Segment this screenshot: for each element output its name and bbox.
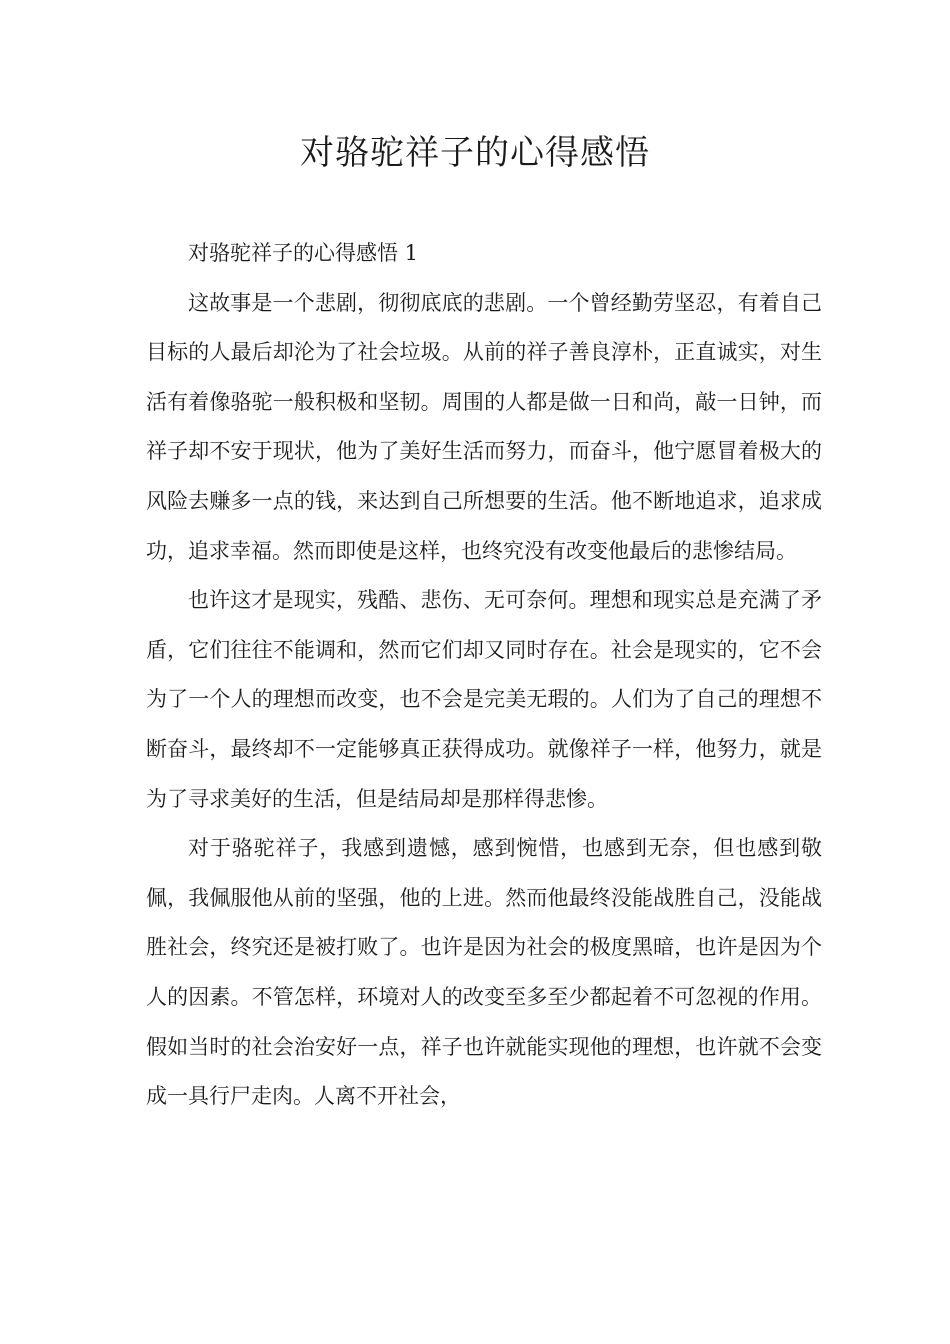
paragraph-3: 对于骆驼祥子，我感到遗憾，感到惋惜，也感到无奈，但也感到敬佩，我佩服他从前的坚强，他的上进。然而他最终没能战胜自己，没能战胜社会，终究还是被打败了。也许是因为社会的极度黑暗，也许是因为个人的因素。不管怎样，环境对人的改变至多至少都起着不可忽视的作用。假如当时的社会治安好一点，祥子也许就能实现他的理想，也许就不会变成一具行尸走肉。人离不开社会， (146, 836, 822, 1109)
section-heading: 对骆驼祥子的心得感悟 1 (188, 241, 419, 265)
document-body (146, 229, 822, 1122)
paragraph-1: 这故事是一个悲剧，彻彻底底的悲剧。一个曾经勤劳坚忍，有着自己目标的人最后却沦为了社会垃圾。从前的祥子善良淳朴，正直诚实，对生活有着像骆驼一般积极和坚韧。周围的人都是做一日和尚，敲一日钟，而祥子却不安于现状，他为了美好生活而努力，而奋斗，他宁愿冒着极大的风险去赚多一点的钱，来达到自己所想要的生活。他不断地追求，追求成功，追求幸福。然而即使是这样，也终究没有改变他最后的悲惨结局。 (146, 290, 822, 563)
document-title: 对骆驼祥子的心得感悟 (300, 133, 650, 173)
paragraph-2: 也许这才是现实，残酷、悲伤、无可奈何。理想和现实总是充满了矛盾，它们往往不能调和，然而它们却又同时存在。社会是现实的，它不会为了一个人的理想而改变，也不会是完美无瑕的。人们为了自己的理想不断奋斗，最终却不一定能够真正获得成功。就像祥子一样，他努力，就是为了寻求美好的生活，但是结局却是那样得悲惨。 (146, 588, 822, 811)
